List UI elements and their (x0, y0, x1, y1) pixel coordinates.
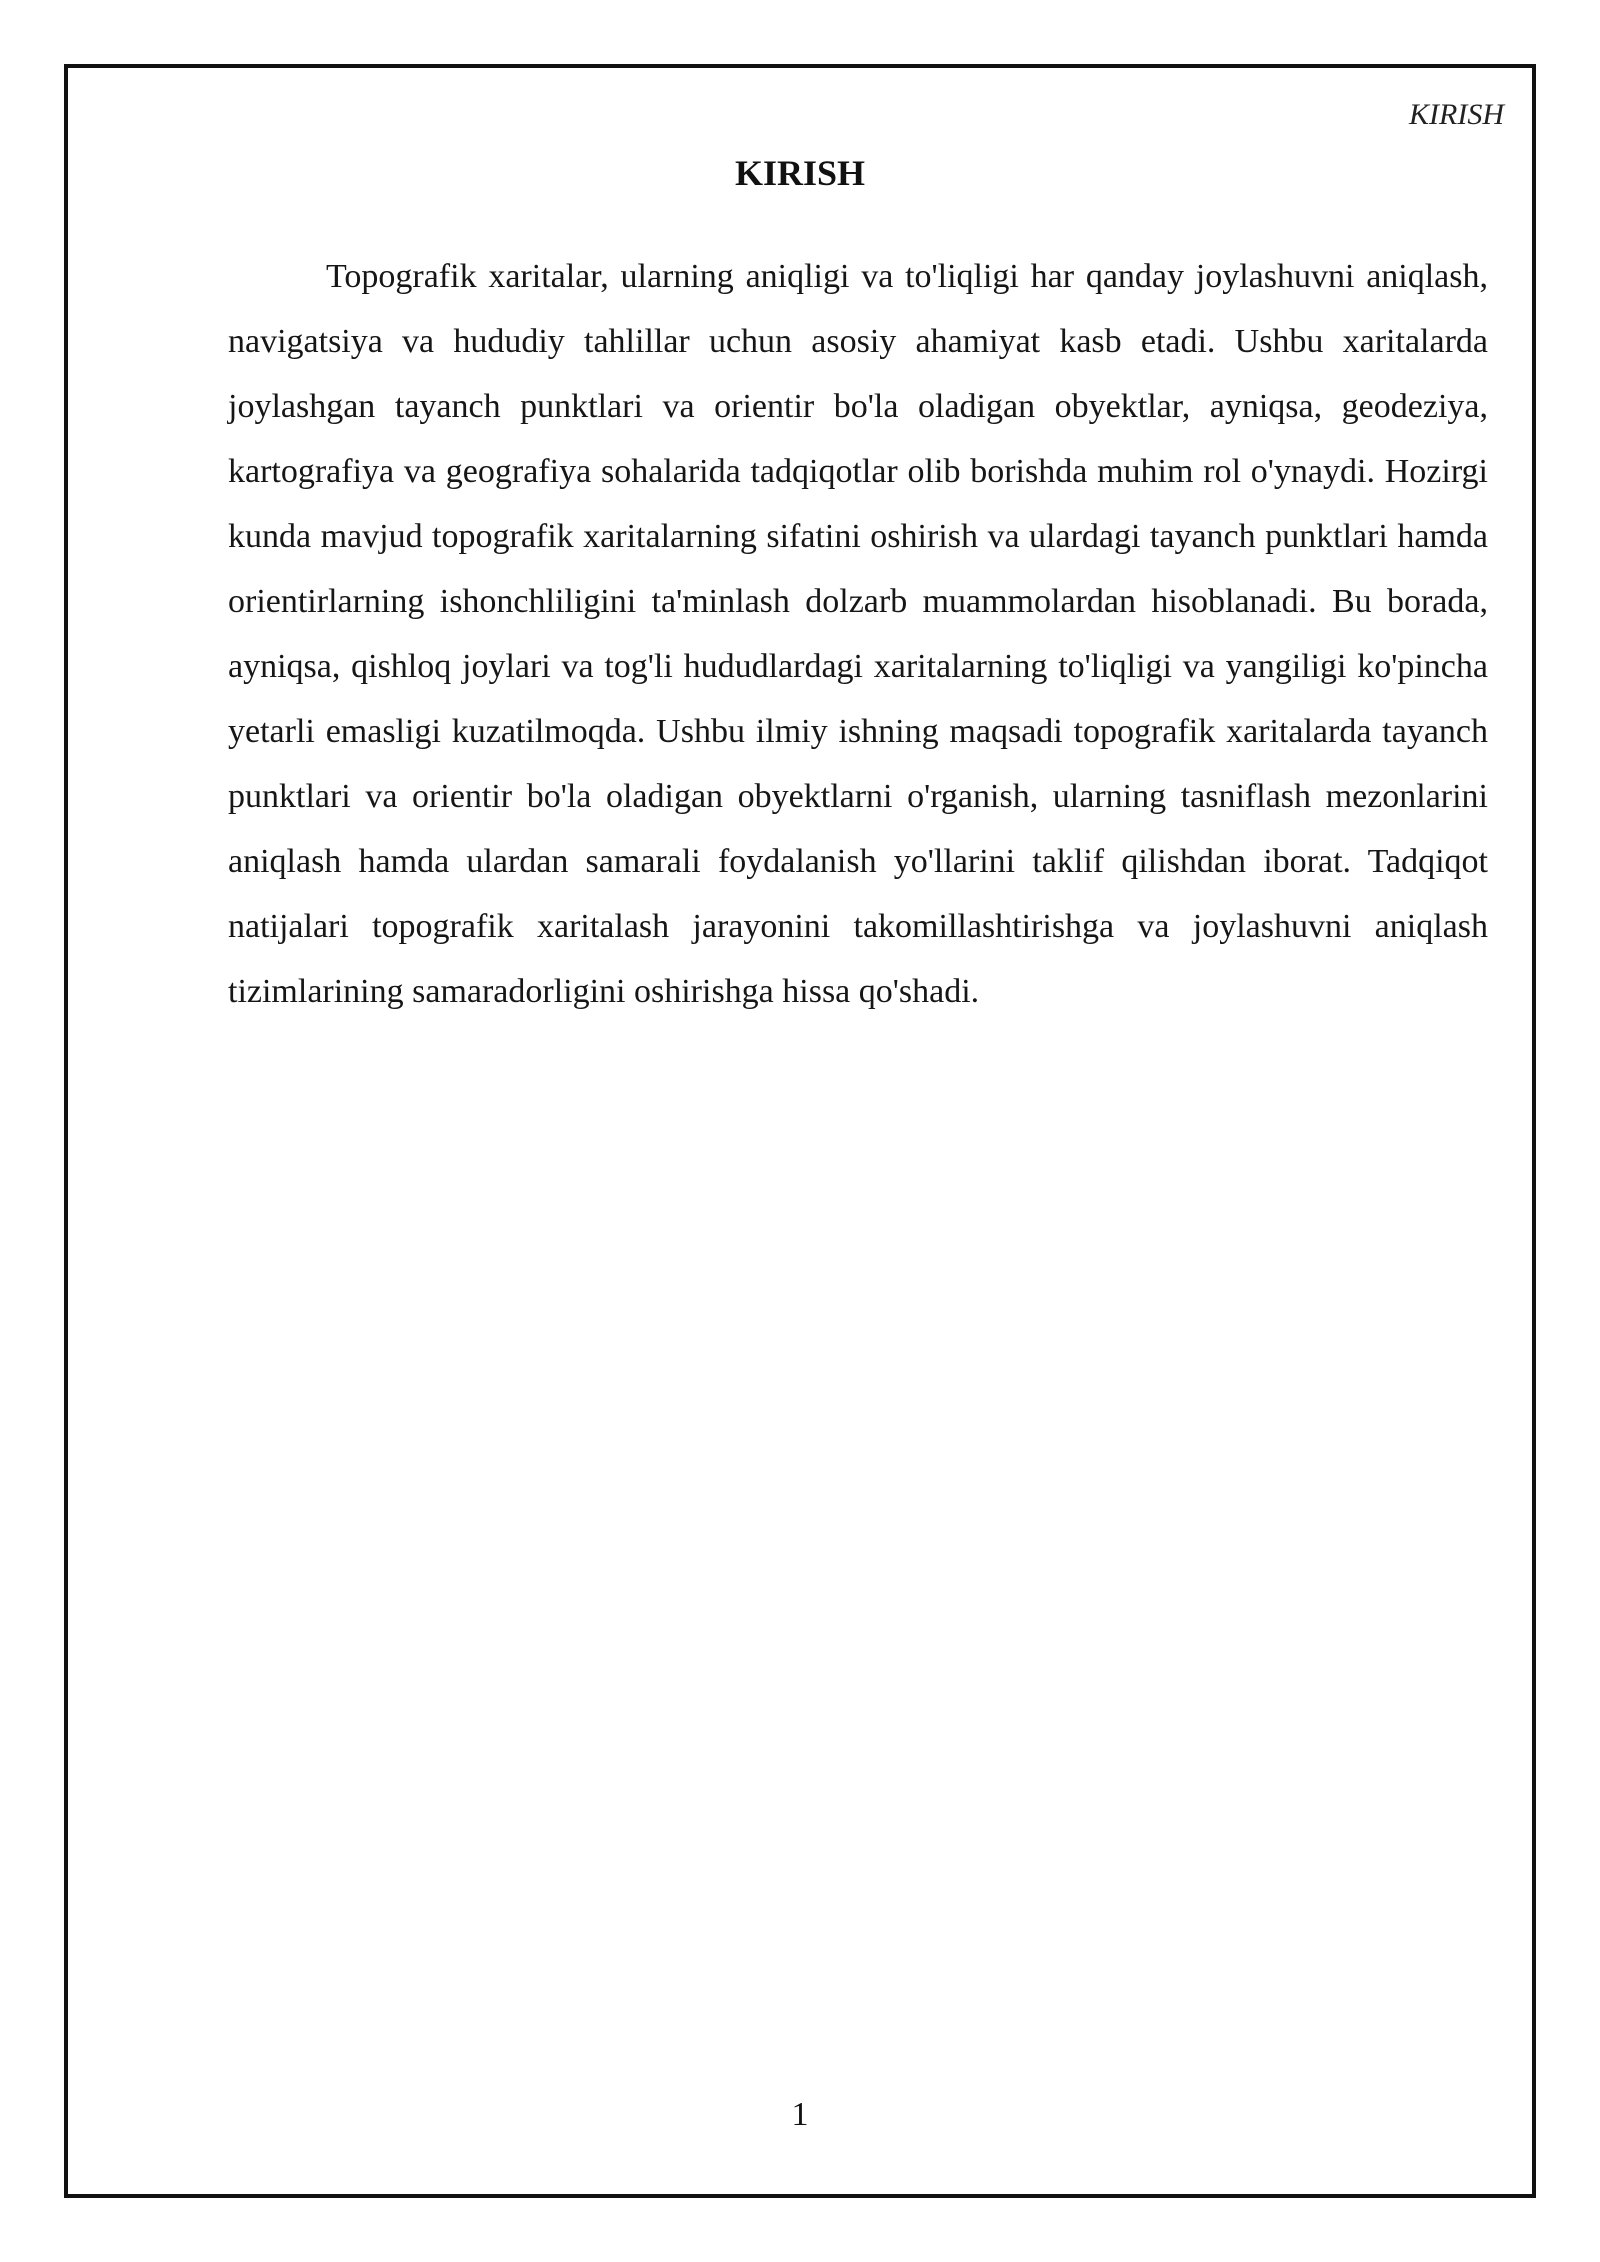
page-number: 1 (791, 2096, 809, 2133)
running-header: KIRISH (1409, 98, 1504, 131)
body-paragraph: Topografik xaritalar, ularning aniqligi va to'liqligi har qanday joylashuvni aniqlash, navigatsiya va hududiy tahlillar uchun asosiy ahamiyat kasb etadi. Ushbu xaritalarda joylashgan tayanch punktlari va orientir bo'la oladigan obyektlar, ayniqsa, geodeziya, kartografiya va geografiya sohalarida tadqiqotlar olib borishda muhim rol o'ynaydi. Hozirgi kunda mavjud topografik xaritalarning sifatini oshirish va ulardagi tayanch punktlari hamda orientirlarning ishonchliligini ta'minlash dolzarb muammolardan hisoblanadi. Bu borada, ayniqsa, qishloq joylari va tog'li hududlardagi xaritalarning to'liqligi va yangiligi ko'pincha yetarli emasligi kuzatilmoqda. Ushbu ilmiy ishning maqsadi topografik xaritalarda tayanch punktlari va orientir bo'la oladigan obyektlarni o'rganish, ularning tasniflash mezonlarini aniqlash hamda ulardan samarali foydalanish yo'llarini taklif qilishdan iborat. Tadqiqot natijalari topografik xaritalash jarayonini takomillashtirishga va joylashuvni aniqlash tizimlarining samaradorligini oshirishga hissa qo'shadi. (228, 258, 1488, 1010)
page-title: KIRISH (734, 153, 866, 193)
